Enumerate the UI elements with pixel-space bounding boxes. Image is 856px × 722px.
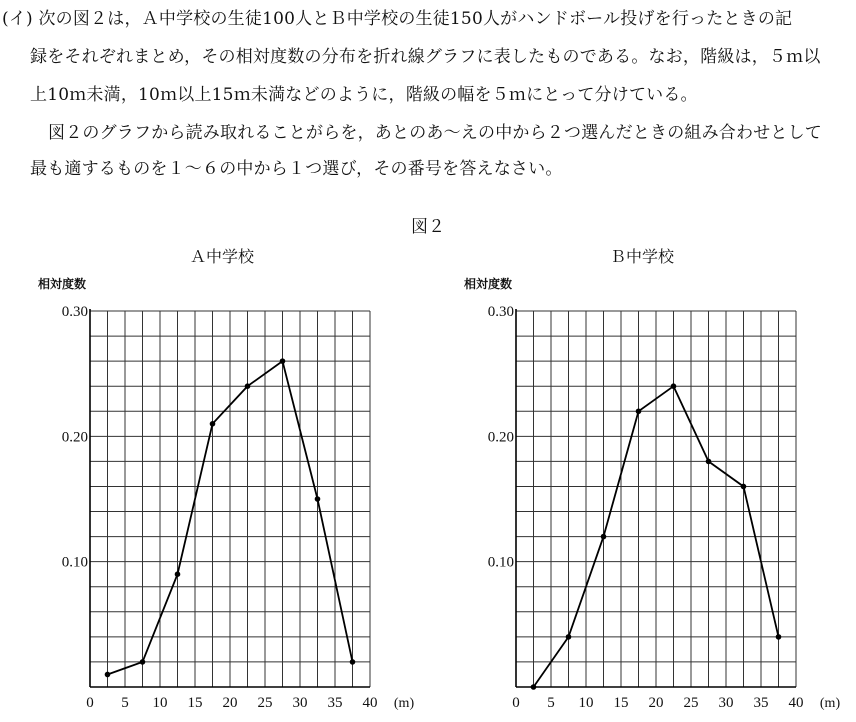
problem-line-5: 最も適するものを１～６の中から１つ選び，その番号を答えなさい。 xyxy=(30,159,563,179)
chart-b-x-tick-label: 0 xyxy=(512,695,520,711)
chart-b-data-point xyxy=(601,534,607,540)
chart-b-title: Ｂ中学校 xyxy=(610,247,675,266)
chart-b-data-point xyxy=(776,634,782,640)
chart-b-x-tick-label: 35 xyxy=(753,695,769,711)
chart-a-title: Ａ中学校 xyxy=(190,247,255,266)
chart-b-data-point xyxy=(531,684,537,690)
chart-b-x-tick-label: 40 xyxy=(788,695,804,711)
chart-a-data-point xyxy=(140,659,146,665)
chart-b-data-point xyxy=(741,484,747,490)
chart-b-x-tick-label: 10 xyxy=(578,695,594,711)
chart-b-x-tick-label: 20 xyxy=(648,695,664,711)
problem-line-3: 上10ｍ未満，10ｍ以上15ｍ未満などのように，階級の幅を５ｍにとって分けている。 xyxy=(30,85,698,105)
chart-b xyxy=(426,295,856,722)
chart-a-y-tick-label: 0.20 xyxy=(61,429,88,446)
chart-a-data-point xyxy=(210,421,216,427)
chart-b-data-point xyxy=(671,383,677,389)
chart-a-x-tick-label: 0 xyxy=(86,695,94,711)
chart-a-data-point xyxy=(315,496,321,502)
chart-b-x-tick-label: 15 xyxy=(613,695,629,711)
chart-a-ylabel: 相対度数 xyxy=(38,277,87,291)
chart-a-data-point xyxy=(280,358,286,364)
chart-a-data-point xyxy=(350,659,356,665)
problem-line-4: 図２のグラフから読み取れることがらを，あとのあ～えの中から２つ選んだときの組み合わせとして xyxy=(48,123,822,143)
chart-b-y-tick-label: 0.20 xyxy=(487,429,514,446)
chart-b-x-tick-label: 30 xyxy=(718,695,734,711)
chart-b-data-point xyxy=(566,634,572,640)
chart-a-data-point xyxy=(245,383,251,389)
chart-a-x-tick-label: 25 xyxy=(257,695,273,711)
chart-a-x-tick-label: 10 xyxy=(152,695,168,711)
chart-a-x-tick-label: 15 xyxy=(187,695,203,711)
chart-a-x-tick-label: 30 xyxy=(292,695,308,711)
chart-b-x-tick-label: 5 xyxy=(547,695,555,711)
chart-a-x-unit: (m) xyxy=(393,696,415,711)
chart-a-data-point xyxy=(105,672,111,678)
chart-a-data-point xyxy=(175,571,181,577)
chart-b-x-unit: (m) xyxy=(819,696,841,711)
problem-line-1: (イ) 次の図２は，Ａ中学校の生徒100人とＢ中学校の生徒150人がハンドボール投げを行ったときの記 xyxy=(2,9,793,29)
chart-a-x-tick-label: 35 xyxy=(327,695,343,711)
problem-line-2: 録をそれぞれまとめ，その相対度数の分布を折れ線グラフに表したものである。なお，階級は，５ｍ以 xyxy=(30,47,821,67)
chart-a-x-tick-label: 20 xyxy=(222,695,238,711)
chart-b-y-tick-label: 0.30 xyxy=(487,304,514,320)
figure-title: 図２ xyxy=(411,217,445,237)
chart-a-x-tick-label: 5 xyxy=(121,695,129,711)
chart-b-data-point xyxy=(636,408,642,414)
chart-b-y-tick-label: 0.10 xyxy=(487,554,514,571)
chart-b-ylabel: 相対度数 xyxy=(464,277,513,291)
chart-a xyxy=(0,295,430,722)
chart-b-x-tick-label: 25 xyxy=(683,695,699,711)
chart-a-y-tick-label: 0.10 xyxy=(61,554,88,571)
chart-b-data-point xyxy=(706,459,712,465)
chart-a-y-tick-label: 0.30 xyxy=(61,304,88,320)
chart-a-x-tick-label: 40 xyxy=(362,695,378,711)
